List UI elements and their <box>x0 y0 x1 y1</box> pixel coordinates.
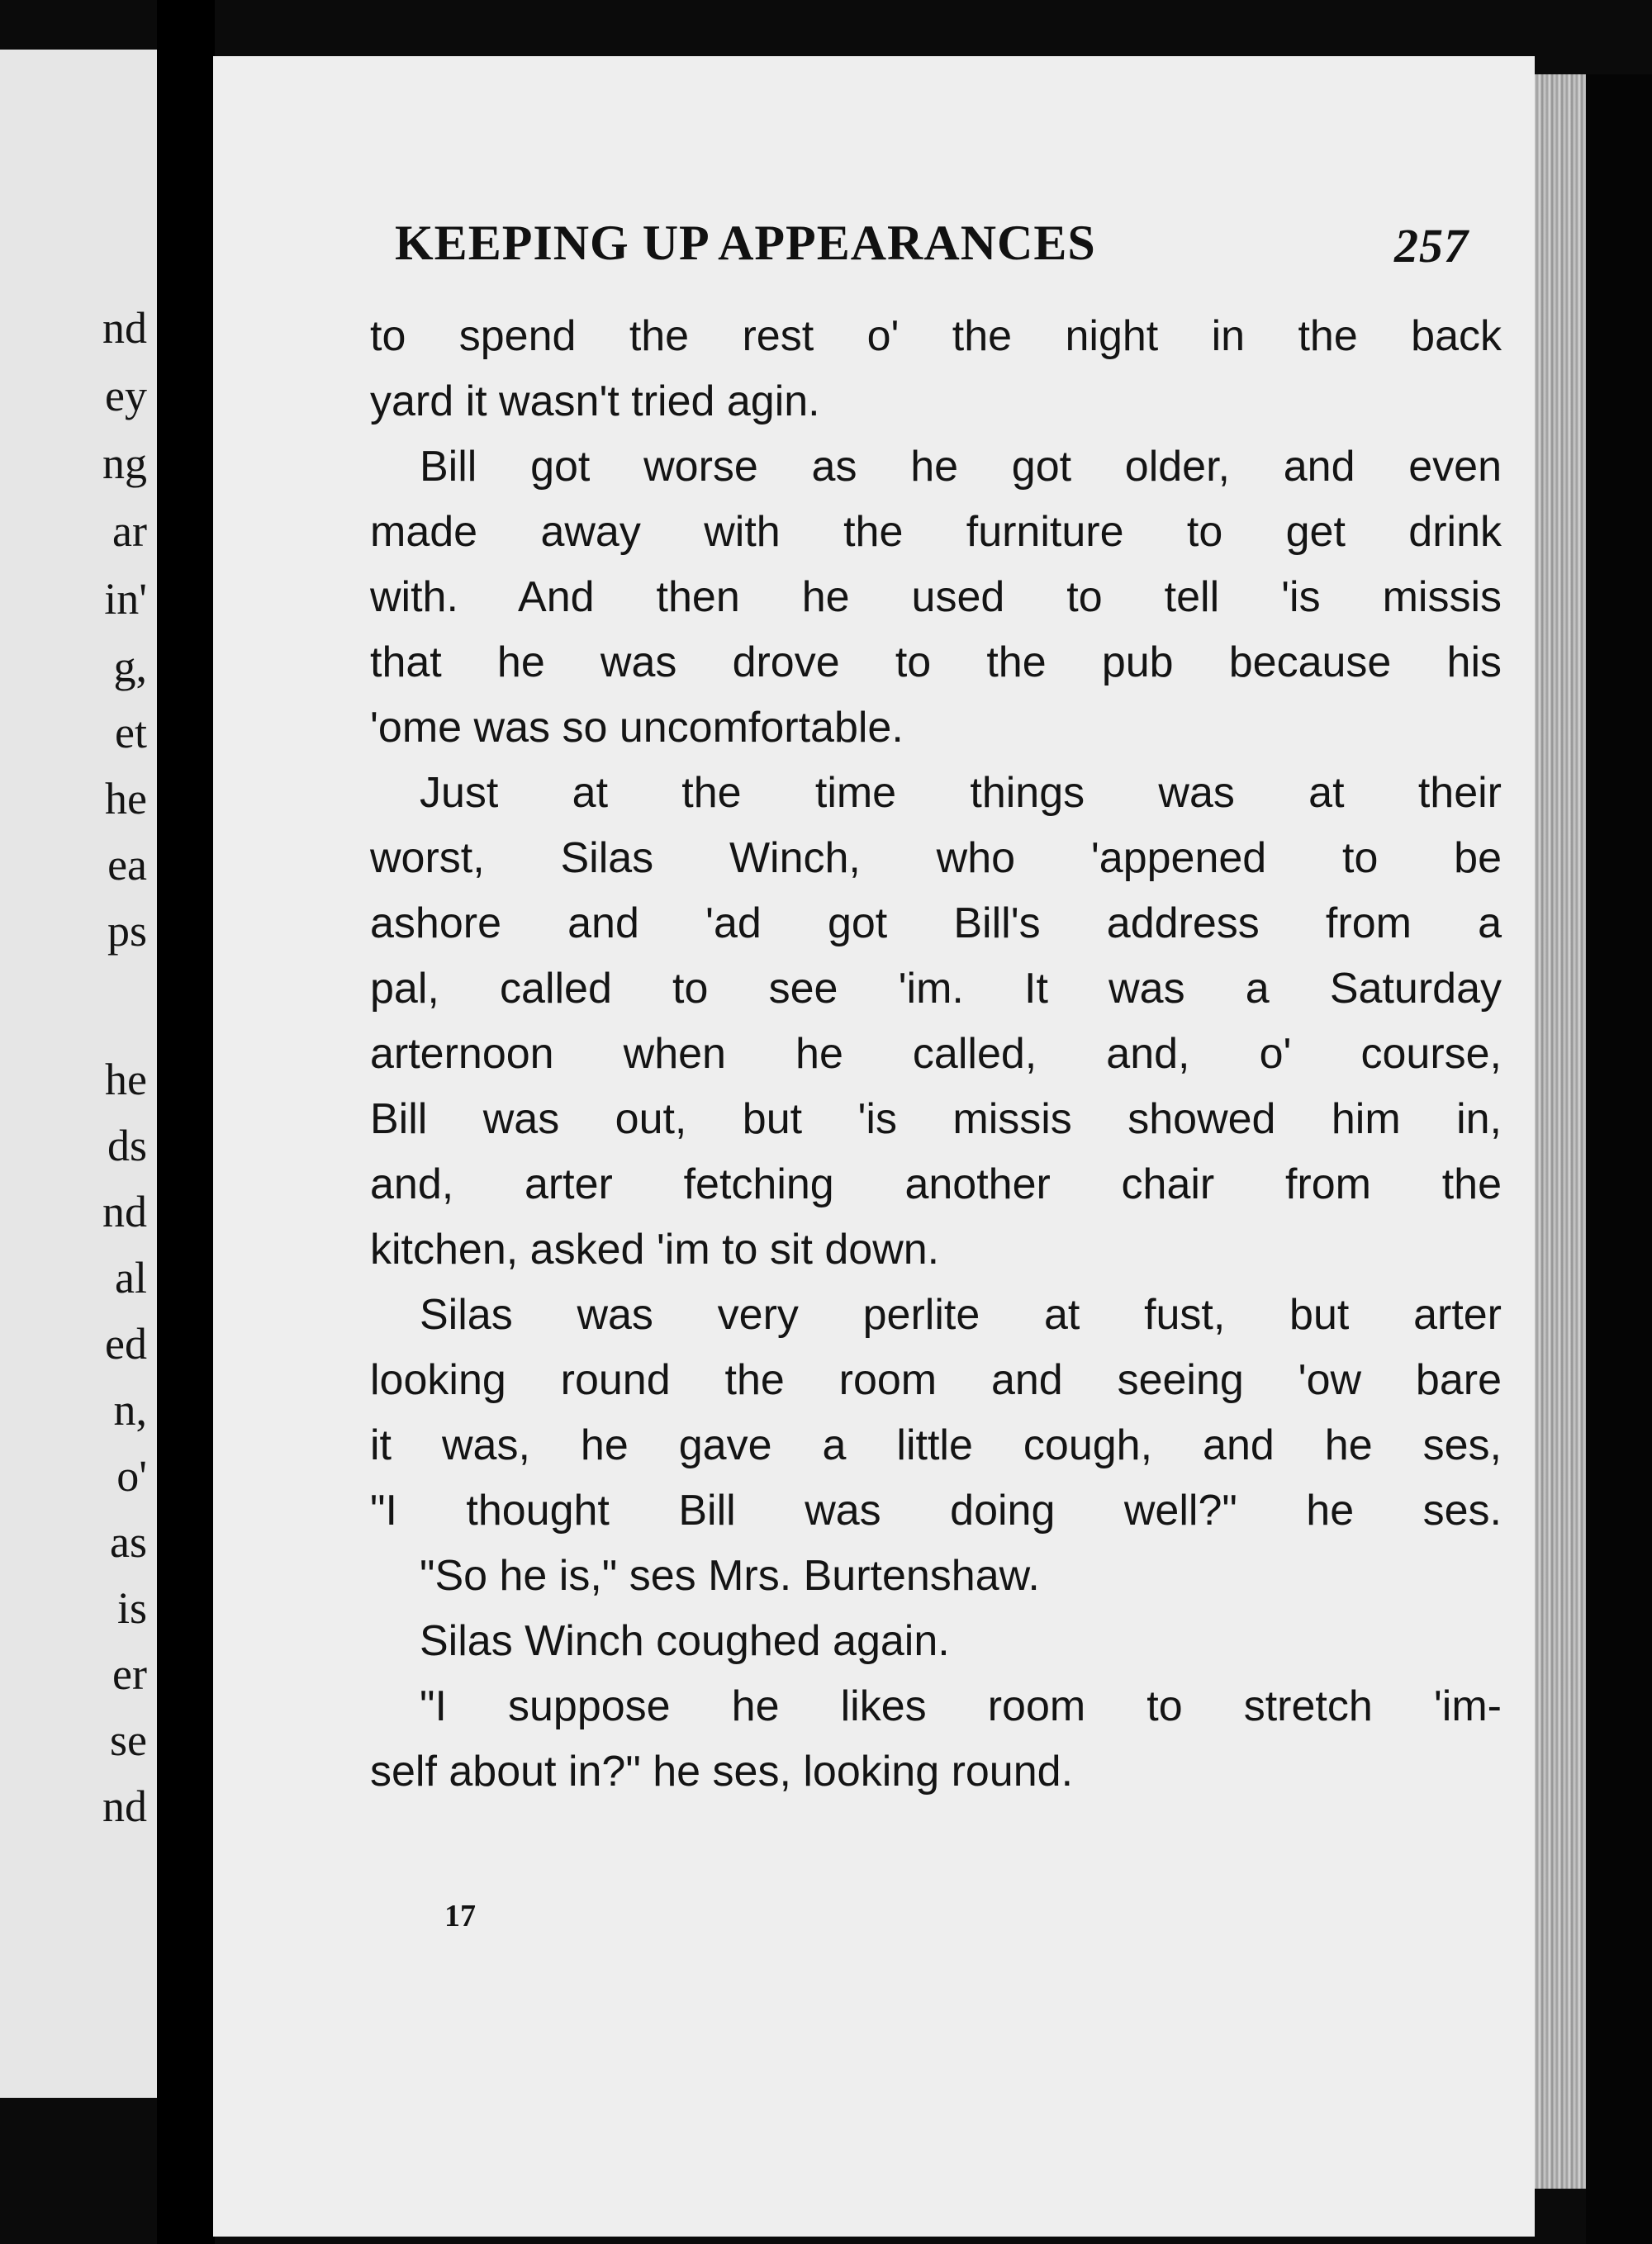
text-line: "I thought Bill was doing well?" he ses. <box>370 1487 1502 1535</box>
left-fragment: ng <box>102 439 147 488</box>
text-line: yard it wasn't tried agin. <box>370 377 820 425</box>
text-line: Bill got worse as he got older, and even <box>420 443 1502 491</box>
left-fragment: al <box>115 1253 147 1302</box>
left-fragment: nd <box>102 1781 147 1831</box>
text-line: Silas Winch coughed again. <box>420 1617 950 1665</box>
chapter-title: KEEPING UP APPEARANCES <box>395 216 1096 270</box>
running-head <box>395 215 1502 272</box>
left-fragment: ey <box>105 371 147 420</box>
text-line: Bill was out, but 'is missis showed him in, <box>370 1095 1502 1143</box>
text-line: with. And then he used to tell 'is missis <box>370 573 1502 621</box>
text-line: kitchen, asked 'im to sit down. <box>370 1226 940 1274</box>
text-line: and, arter fetching another chair from the <box>370 1160 1502 1208</box>
text-line: self about in?" he ses, looking round. <box>370 1748 1074 1796</box>
text-line: Just at the time things was at their <box>420 769 1502 817</box>
left-fragment: is <box>116 1583 147 1633</box>
left-fragment: he <box>105 1055 147 1104</box>
left-fragment: ps <box>107 906 147 956</box>
book-page <box>213 56 1535 2237</box>
text-line: to spend the rest o' the night in the back <box>370 312 1502 360</box>
scan-background <box>1586 74 1652 2244</box>
text-line: "I suppose he likes room to stretch 'im- <box>420 1682 1502 1730</box>
text-line: looking round the room and seeing 'ow bare <box>370 1356 1502 1404</box>
page-number: 257 <box>1394 219 1469 273</box>
left-fragment: ar <box>112 506 147 556</box>
text-line: arternoon when he called, and, o' course, <box>370 1030 1502 1078</box>
left-fragment: se <box>110 1715 147 1765</box>
left-fragment: o' <box>116 1451 147 1501</box>
text-line: Silas was very perlite at fust, but arter <box>420 1291 1502 1339</box>
book-gutter <box>157 0 215 2244</box>
left-fragment: ed <box>105 1319 147 1369</box>
text-line: 'ome was so uncomfortable. <box>370 704 904 752</box>
text-line: ashore and 'ad got Bill's address from a <box>370 899 1502 947</box>
text-line: pal, called to see 'im. It was a Saturday <box>370 965 1502 1013</box>
text-line: worst, Silas Winch, who 'appened to be <box>370 834 1502 882</box>
left-fragment: et <box>115 708 147 757</box>
left-fragment: nd <box>102 1187 147 1236</box>
signature-mark: 17 <box>444 1899 476 1933</box>
left-fragment: he <box>105 774 147 823</box>
text-line: made away with the furniture to get drink <box>370 508 1502 556</box>
left-fragment: ea <box>107 840 147 890</box>
text-line: that he was drove to the pub because his <box>370 638 1502 686</box>
left-fragment: as <box>110 1517 147 1567</box>
left-fragment: nd <box>102 303 147 353</box>
text-line: it was, he gave a little cough, and he ses, <box>370 1421 1502 1469</box>
left-fragment: in' <box>104 574 147 624</box>
body-text <box>370 304 1502 1805</box>
left-fragment: ds <box>107 1121 147 1170</box>
left-fragment: n, <box>113 1385 147 1435</box>
left-fragment: er <box>112 1649 147 1699</box>
previous-page-edge <box>0 50 157 2098</box>
text-line: "So he is," ses Mrs. Burtenshaw. <box>420 1552 1040 1600</box>
left-fragment: g, <box>113 642 147 691</box>
